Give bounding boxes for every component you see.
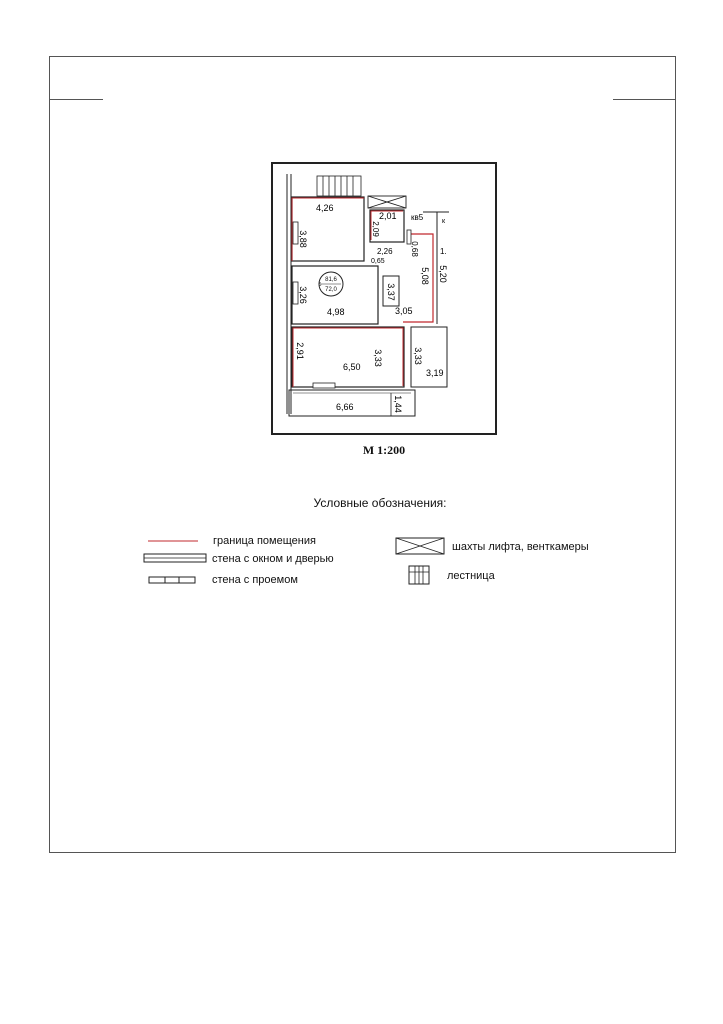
window-room-2 <box>293 282 298 304</box>
dim-outer-length: 5,20 <box>438 265 448 283</box>
legend-boundary-symbol <box>148 538 198 544</box>
dim-room3-height-right: 3,33 <box>373 349 383 367</box>
dim-room1-width: 4,26 <box>316 203 334 213</box>
dim-room3-width: 6,50 <box>343 362 361 372</box>
legend-room-boundary: граница помещения <box>213 535 316 547</box>
room-3-boundary <box>293 328 403 387</box>
left-outer-wall <box>287 174 291 414</box>
shaft <box>368 196 406 208</box>
legend-shafts: шахты лифта, венткамеры <box>452 541 589 553</box>
legend-shaft-symbol <box>395 537 445 555</box>
apartment-badge <box>319 272 343 296</box>
dim-corridor-width: 2,26 <box>377 247 393 256</box>
badge-rooms: 5 <box>318 282 322 288</box>
legend-opening-wall-symbol <box>148 576 196 584</box>
edge-mark-1: 1. <box>440 247 447 256</box>
dim-corridor-small: 0,65 <box>371 258 385 265</box>
door-room-3 <box>313 383 335 388</box>
legend-stairs-symbol <box>408 565 430 585</box>
legend-stairs: лестница <box>447 570 495 582</box>
dim-room3-height-left: 2,91 <box>295 342 305 360</box>
dim-kitchen-width: 3,05 <box>395 306 413 316</box>
dim-hall-length: 5,08 <box>420 267 430 285</box>
window-room-1 <box>293 222 298 244</box>
dim-bath-width: 2,01 <box>379 211 397 221</box>
edge-mark-2: к <box>442 218 446 225</box>
stairs-top <box>317 176 361 196</box>
legend-wall-window-door: стена с окном и дверью <box>212 553 334 565</box>
badge-area-living: 72,0 <box>325 287 337 293</box>
dim-room4-width: 3,19 <box>426 368 444 378</box>
dim-room1-height: 3,88 <box>298 230 308 248</box>
dim-kitchen-height: 3,37 <box>386 283 396 301</box>
apartment-label: кв5 <box>411 213 424 222</box>
legend-window-wall-symbol <box>143 553 207 563</box>
scale-label: М 1:200 <box>362 443 406 457</box>
dim-bath-height: 2,09 <box>371 221 380 237</box>
legend-title: Условные обозначения: <box>313 496 447 510</box>
badge-area-total: 81,6 <box>325 277 337 283</box>
dim-hall-small: 0,68 <box>410 241 419 257</box>
floor-plan-frame <box>271 162 497 435</box>
dim-room2-width: 4,98 <box>327 307 345 317</box>
dim-room2-height: 3,26 <box>298 286 308 304</box>
dim-room4-height: 3,33 <box>413 347 423 365</box>
floor-plan <box>273 164 495 433</box>
sheet-header-line-right <box>613 99 676 100</box>
sheet-header-line-left <box>49 99 103 100</box>
dim-balcony-depth: 1,44 <box>393 395 403 413</box>
dim-balcony-width: 6,66 <box>336 402 354 412</box>
room-3 <box>292 327 404 387</box>
legend-wall-opening: стена с проемом <box>212 574 298 586</box>
